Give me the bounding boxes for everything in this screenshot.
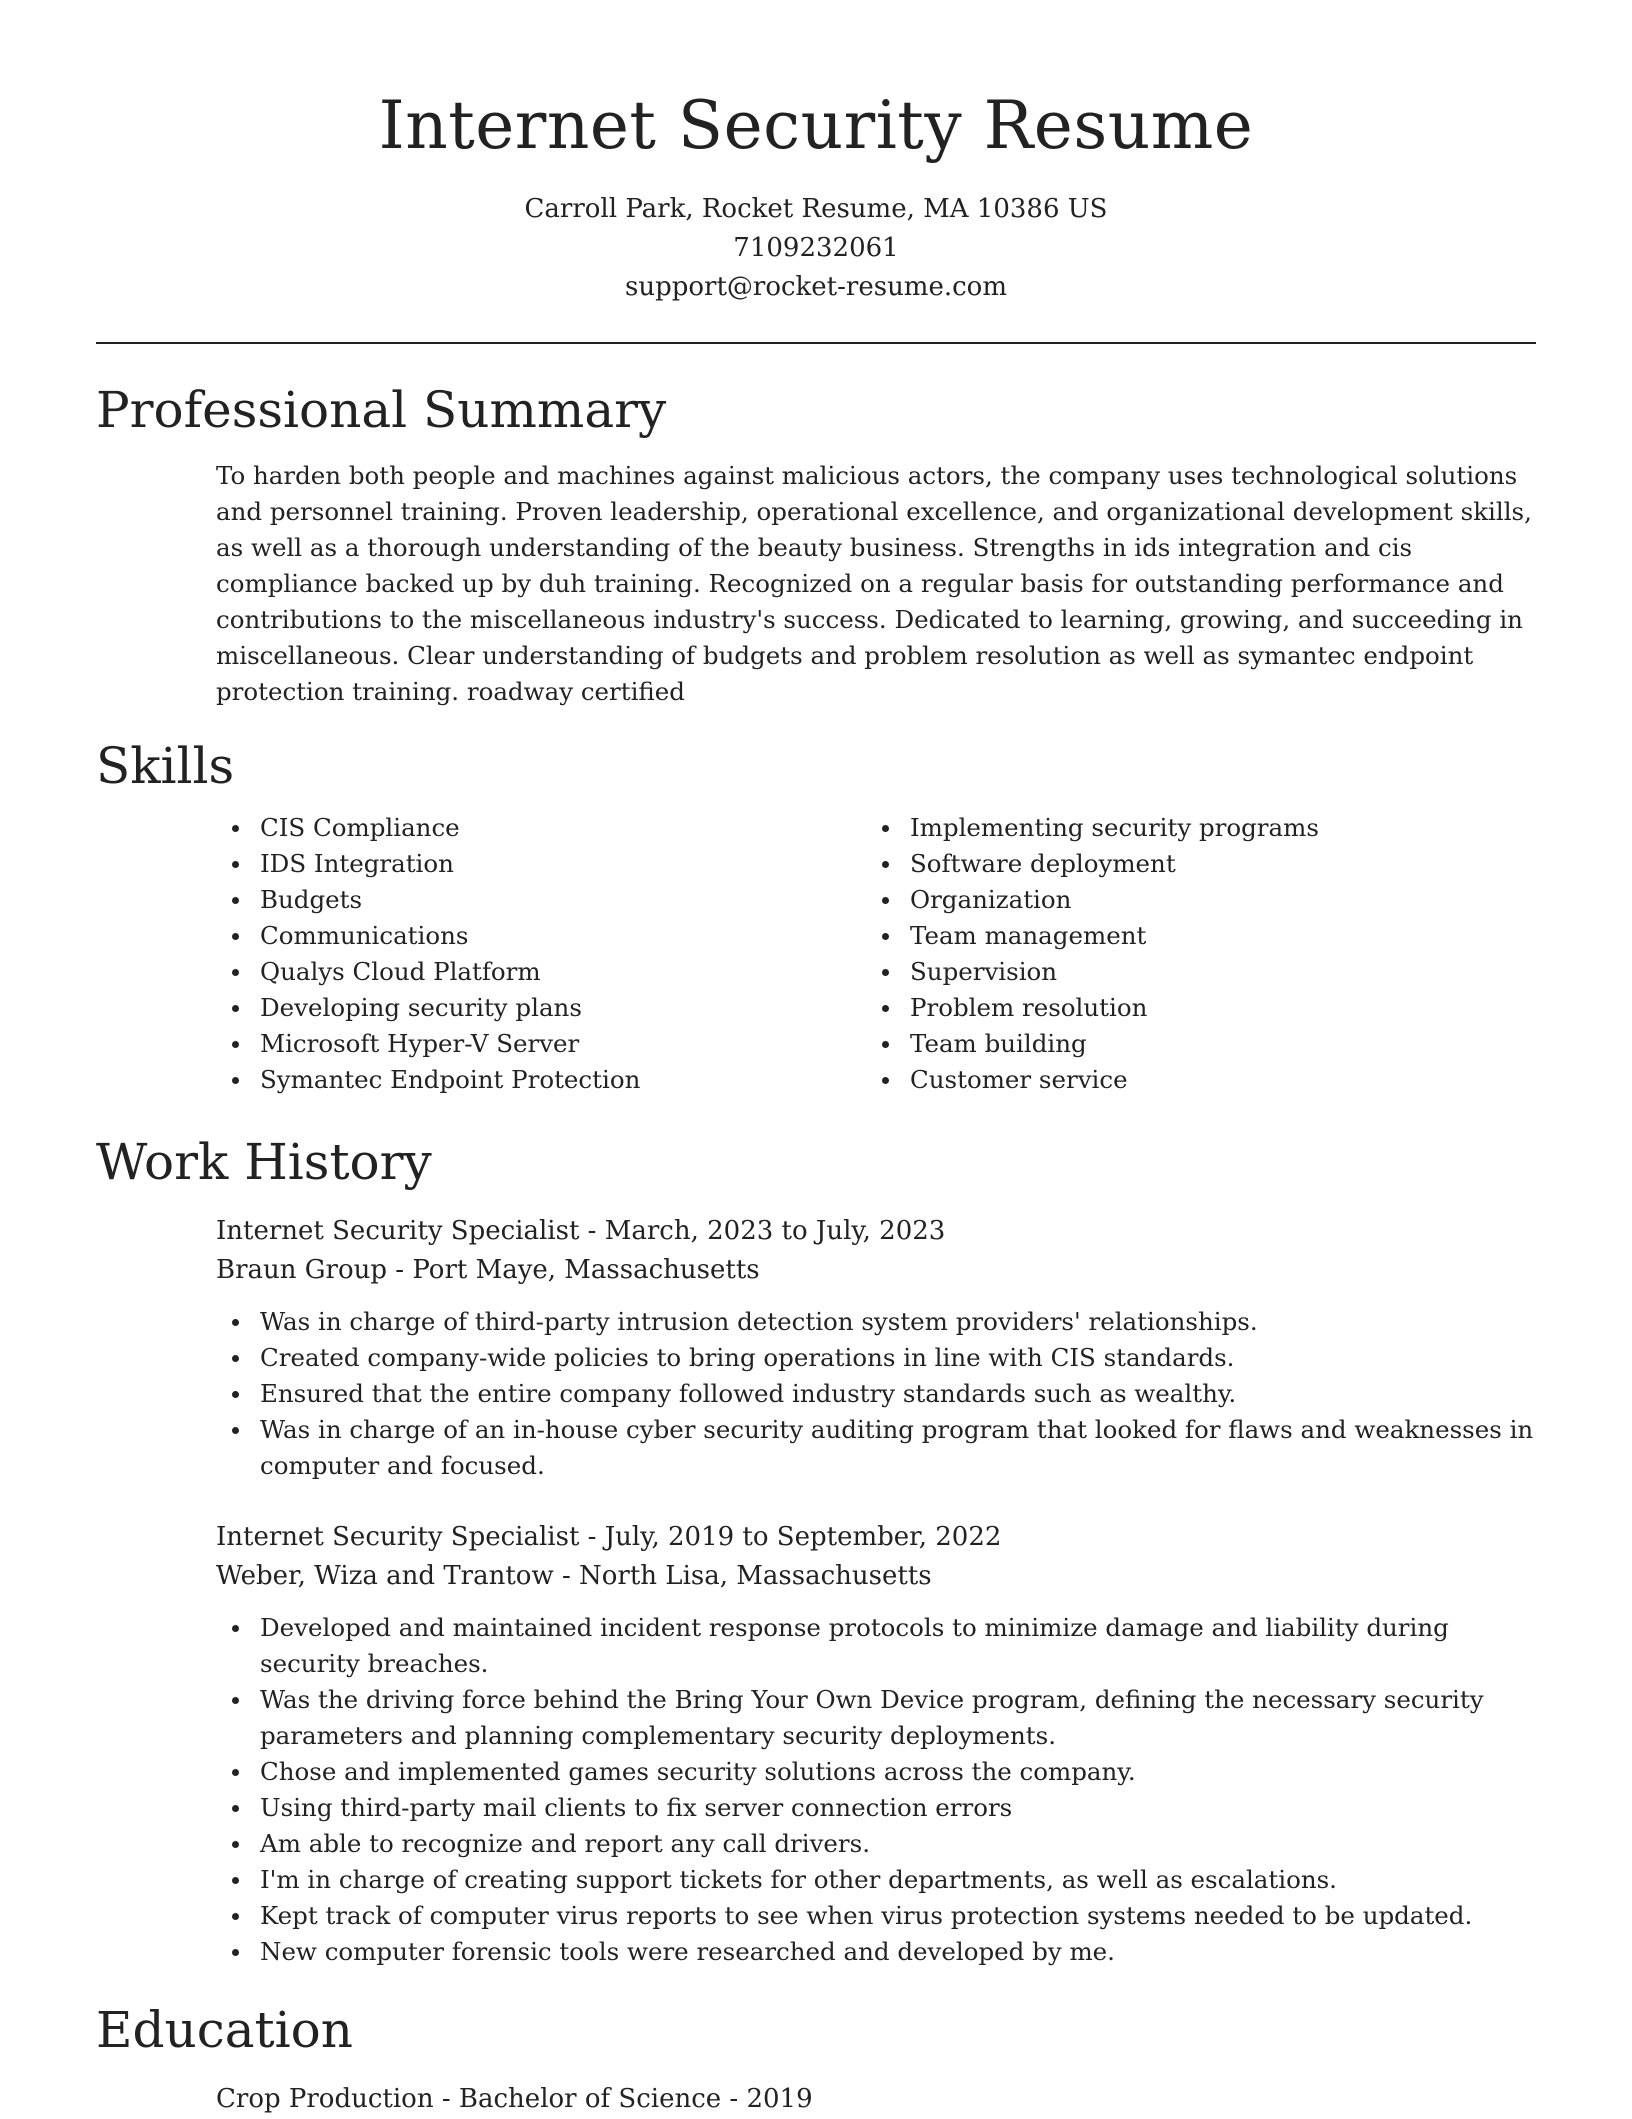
job-bullet: Am able to recognize and report any call drivers. — [216, 1826, 1536, 1862]
job-company: Braun Group — [216, 1255, 388, 1285]
job-entry — [216, 1212, 1536, 1484]
job-dates: - March, 2023 to July, 2023 — [579, 1216, 946, 1246]
job-bullets — [216, 1304, 1536, 1484]
job-bullet: Ensured that the entire company followed industry standards such as wealthy. — [216, 1376, 1536, 1412]
skills-heading: Skills — [96, 737, 235, 795]
skill-item: Symantec Endpoint Protection — [216, 1062, 856, 1098]
skill-item: CIS Compliance — [216, 810, 856, 846]
skill-item: Budgets — [216, 882, 856, 918]
job-title: Internet Security Specialist — [216, 1216, 580, 1246]
job-company-line — [216, 1557, 1536, 1596]
job-title: Internet Security Specialist — [216, 1522, 580, 1552]
education-entry: Crop Production - Bachelor of Science - 2019 — [216, 2084, 813, 2114]
skill-item: Team management — [866, 918, 1506, 954]
skills-list-left — [216, 810, 856, 1098]
contact-address: Carroll Park, Rocket Resume, MA 10386 US — [524, 194, 1108, 224]
resume-title: Internet Security Resume — [378, 87, 1254, 164]
skill-item: Team building — [866, 1026, 1506, 1062]
skill-item: Supervision — [866, 954, 1506, 990]
skill-item: Implementing security programs — [866, 810, 1506, 846]
contact-block — [96, 190, 1536, 307]
job-bullet: I'm in charge of creating support tickets for other departments, as well as escalations. — [216, 1862, 1536, 1898]
skill-item: Developing security plans — [216, 990, 856, 1026]
skill-item: Problem resolution — [866, 990, 1506, 1026]
work-history-heading: Work History — [96, 1133, 432, 1191]
skill-item: Customer service — [866, 1062, 1506, 1098]
skill-item: Organization — [866, 882, 1506, 918]
job-title-line — [216, 1212, 1536, 1251]
job-company-line — [216, 1251, 1536, 1290]
education-heading: Education — [96, 2001, 353, 2059]
summary-heading: Professional Summary — [96, 381, 667, 439]
job-entry — [216, 1518, 1536, 1970]
job-location: - Port Maye, Massachusetts — [387, 1255, 760, 1285]
job-bullet: Kept track of computer virus reports to see when virus protection systems needed to be updated. — [216, 1898, 1536, 1934]
job-location: - North Lisa, Massachusetts — [553, 1561, 932, 1591]
job-dates: - July, 2019 to September, 2022 — [579, 1522, 1002, 1552]
header-divider — [96, 342, 1536, 344]
skill-item: Communications — [216, 918, 856, 954]
skill-item: Qualys Cloud Platform — [216, 954, 856, 990]
job-bullets — [216, 1610, 1536, 1970]
job-bullet: Using third-party mail clients to fix server connection errors — [216, 1790, 1536, 1826]
job-company: Weber, Wiza and Trantow — [216, 1561, 554, 1591]
summary-text: To harden both people and machines against malicious actors, the company uses technological solutions and personnel training. Proven leadership, operational excellence, and organizational development skills, as well as a thorough understanding of the beauty business. Strengths in ids integration and cis compliance backed up by duh training. Recognized on a regular basis for outstanding performance and contributions to the miscellaneous industry's success. Dedicated to learning, growing, and succeeding in miscellaneous. Clear understanding of budgets and problem resolution as well as symantec endpoint protection training. roadway certified — [216, 461, 1532, 706]
job-bullet: Was in charge of third-party intrusion detection system providers' relationships. — [216, 1304, 1536, 1340]
contact-email: support@rocket-resume.com — [624, 272, 1007, 302]
contact-phone: 7109232061 — [733, 233, 899, 263]
job-bullet: Created company-wide policies to bring operations in line with CIS standards. — [216, 1340, 1536, 1376]
job-bullet: Developed and maintained incident response protocols to minimize damage and liability during security breaches. — [216, 1610, 1536, 1682]
skill-item: IDS Integration — [216, 846, 856, 882]
skill-item: Microsoft Hyper-V Server — [216, 1026, 856, 1062]
job-bullet: Chose and implemented games security solutions across the company. — [216, 1754, 1536, 1790]
job-bullet: Was the driving force behind the Bring Your Own Device program, defining the necessary security parameters and planning complementary security deployments. — [216, 1682, 1536, 1754]
skill-item: Software deployment — [866, 846, 1506, 882]
skills-list-right — [866, 810, 1506, 1098]
job-bullet: Was in charge of an in-house cyber security auditing program that looked for flaws and weaknesses in computer and focused. — [216, 1412, 1536, 1484]
job-bullet: New computer forensic tools were researched and developed by me. — [216, 1934, 1536, 1970]
job-title-line — [216, 1518, 1536, 1557]
